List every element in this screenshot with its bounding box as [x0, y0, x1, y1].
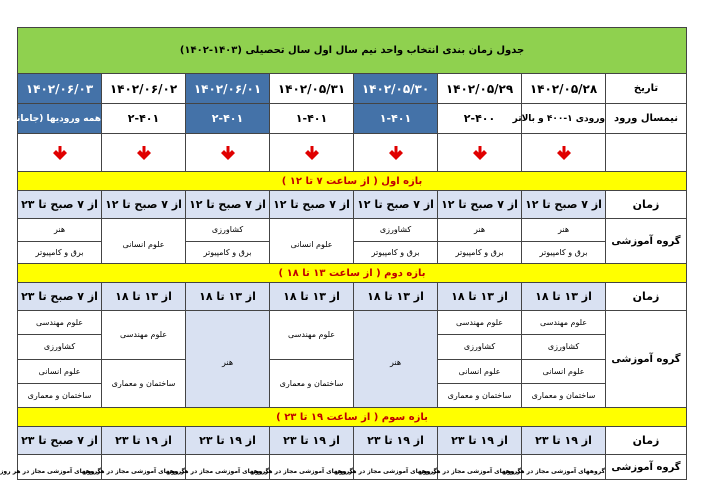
- group-item: گروههای آموزشی مجاز در هر روز: [251, 467, 354, 475]
- arrow-row: [18, 134, 687, 172]
- cohort-cell: ۲-۴۰۰: [438, 104, 522, 134]
- time-cell: از ۱۹ تا ۲۳: [354, 427, 438, 455]
- time-cell: از ۷ صبح تا ۱۲: [186, 191, 270, 219]
- arrow-down-icon: [220, 145, 236, 161]
- arrow-down-icon: [388, 145, 404, 161]
- group-item: گروههای آموزشی مجاز در هر روز: [167, 467, 270, 475]
- arrow-row-label: [606, 134, 687, 172]
- arrow-down-icon: [472, 145, 488, 161]
- group-cell: [438, 219, 522, 264]
- arrow-cell: [270, 134, 354, 172]
- group-label: گروه آموزشی: [606, 455, 687, 480]
- period-label: بازه دوم ( از ساعت ۱۳ تا ۱۸ ): [18, 264, 687, 283]
- group-list: [354, 219, 437, 263]
- group-item: هنر: [18, 219, 101, 242]
- period-banner-row: [18, 264, 687, 283]
- date-cell: ۱۴۰۲/۰۶/۰۳: [18, 74, 102, 104]
- time-cell: از ۱۳ تا ۱۸: [270, 283, 354, 311]
- time-cell: از ۷ صبح تا ۲۳: [18, 191, 102, 219]
- group-label: گروه آموزشی: [606, 219, 687, 264]
- period-banner-row: [18, 172, 687, 191]
- arrow-down-icon: [304, 145, 320, 161]
- group-cell: [354, 219, 438, 264]
- group-cell: [102, 219, 186, 264]
- time-cell: از ۱۹ تا ۲۳: [270, 427, 354, 455]
- time-cell: از ۱۳ تا ۱۸: [102, 283, 186, 311]
- time-cell: از ۱۹ تا ۲۳: [102, 427, 186, 455]
- cohort-row: [18, 104, 687, 134]
- arrow-cell: [102, 134, 186, 172]
- period-banner-row: [18, 408, 687, 427]
- time-cell: از ۱۳ تا ۱۸: [522, 283, 606, 311]
- group-item: هنر: [438, 219, 521, 242]
- date-cell: ۱۴۰۲/۰۵/۲۹: [438, 74, 522, 104]
- group-list: [438, 311, 521, 407]
- date-label: تاریخ: [606, 74, 687, 104]
- arrow-cell: [186, 134, 270, 172]
- group-item: برق و کامپیوتر: [371, 247, 420, 257]
- cohort-label: نیمسال ورود: [606, 104, 687, 134]
- time-cell: از ۷ صبح تا ۲۳: [18, 427, 102, 455]
- group-item: هنر: [389, 357, 402, 367]
- group-item: علوم مهندسی: [438, 311, 521, 335]
- group-item: برق و کامپیوتر: [455, 247, 504, 257]
- group-item: کشاورزی: [354, 219, 437, 242]
- group-cell: [270, 219, 354, 264]
- group-list: [522, 311, 605, 407]
- group-item: کشاورزی: [18, 335, 101, 359]
- schedule-table-wrapper: [0, 27, 686, 480]
- group-item: هنر: [522, 219, 605, 242]
- time-cell: از ۱۳ تا ۱۸: [354, 283, 438, 311]
- time-row: [18, 427, 687, 455]
- group-item: علوم انسانی: [18, 360, 101, 384]
- date-row: [18, 74, 687, 104]
- group-item: ساختمان و معماری: [531, 390, 596, 400]
- group-row: [18, 219, 687, 264]
- group-item: علوم انسانی: [522, 360, 605, 384]
- arrow-down-icon: [556, 145, 572, 161]
- time-cell: از ۱۹ تا ۲۳: [186, 427, 270, 455]
- group-item: ساختمان و معماری: [279, 378, 344, 388]
- cohort-cell: ۱-۴۰۱: [270, 104, 354, 134]
- time-row: [18, 283, 687, 311]
- group-label: گروه آموزشی: [606, 311, 687, 408]
- group-item: برق و کامپیوتر: [539, 247, 588, 257]
- group-item: علوم مهندسی: [522, 311, 605, 335]
- group-item: ساختمان و معماری: [447, 390, 512, 400]
- time-label: زمان: [606, 427, 687, 455]
- group-item: گروههای آموزشی مجاز در هر روز: [335, 467, 438, 475]
- cohort-cell: ۱-۴۰۱: [354, 104, 438, 134]
- group-cell: [186, 219, 270, 264]
- table-title: جدول زمان بندی انتخاب واحد نیم سال اول سال تحصیلی (۱۴۰۳-۱۴۰۲): [18, 28, 687, 74]
- group-item: علوم مهندسی: [270, 311, 353, 360]
- group-item: گروههای آموزشی مجاز در هر روز: [419, 467, 522, 475]
- group-item: گروههای آموزشی مجاز در هر روز: [0, 467, 102, 475]
- time-cell: از ۱۹ تا ۲۳: [438, 427, 522, 455]
- cohort-cell: همه ورودیها (جامانده): [18, 104, 102, 134]
- arrow-down-icon: [52, 145, 68, 161]
- arrow-down-icon: [136, 145, 152, 161]
- group-list: [18, 219, 101, 263]
- group-item: علوم انسانی: [122, 239, 165, 249]
- group-cell: [186, 311, 270, 408]
- group-item: برق و کامپیوتر: [203, 247, 252, 257]
- group-item: ساختمان و معماری: [27, 390, 92, 400]
- cohort-cell: ۲-۴۰۱: [186, 104, 270, 134]
- time-cell: از ۷ صبح تا ۱۲: [522, 191, 606, 219]
- group-item: علوم مهندسی: [102, 311, 185, 360]
- schedule-table: [0, 27, 687, 480]
- period-label: بازه سوم ( از ساعت ۱۹ تا ۲۳ ): [18, 408, 687, 427]
- period-label: بازه اول ( از ساعت ۷ تا ۱۲ ): [18, 172, 687, 191]
- group-list: [186, 219, 269, 263]
- group-list: [438, 219, 521, 263]
- group-item: علوم مهندسی: [18, 311, 101, 335]
- group-row: [18, 455, 687, 480]
- group-item: کشاورزی: [522, 335, 605, 359]
- group-cell: [522, 219, 606, 264]
- cohort-cell: ۲-۴۰۱: [102, 104, 186, 134]
- group-item: برق و کامپیوتر: [35, 247, 84, 257]
- group-list: [522, 219, 605, 263]
- group-row: [18, 311, 687, 408]
- group-cell: [270, 311, 354, 408]
- group-item: علوم انسانی: [438, 360, 521, 384]
- date-cell: ۱۴۰۲/۰۶/۰۱: [186, 74, 270, 104]
- date-cell: ۱۴۰۲/۰۵/۳۰: [354, 74, 438, 104]
- group-cell: [438, 311, 522, 408]
- time-cell: از ۷ صبح تا ۱۲: [270, 191, 354, 219]
- group-item: گروههای آموزشی مجاز در هر روز: [503, 467, 606, 475]
- time-cell: از ۷ صبح تا ۱۲: [354, 191, 438, 219]
- date-cell: ۱۴۰۲/۰۵/۲۸: [522, 74, 606, 104]
- time-row: [18, 191, 687, 219]
- group-cell: [102, 311, 186, 408]
- group-item: گروههای آموزشی مجاز در هر روز: [83, 467, 186, 475]
- time-label: زمان: [606, 191, 687, 219]
- group-cell: [503, 455, 606, 480]
- group-item: ساختمان و معماری: [111, 378, 176, 388]
- group-item: کشاورزی: [438, 335, 521, 359]
- group-cell: [18, 219, 102, 264]
- cohort-cell: ورودی ۱-۴۰۰ و بالاتر: [522, 104, 606, 134]
- group-list: [270, 311, 353, 407]
- time-cell: از ۱۹ تا ۲۳: [522, 427, 606, 455]
- arrow-cell: [18, 134, 102, 172]
- time-cell: از ۱۳ تا ۱۸: [438, 283, 522, 311]
- group-list: [102, 311, 185, 407]
- arrow-cell: [354, 134, 438, 172]
- group-list: [18, 311, 101, 407]
- group-item: علوم انسانی: [290, 239, 333, 249]
- group-item: هنر: [221, 357, 234, 367]
- arrow-cell: [438, 134, 522, 172]
- time-label: زمان: [606, 283, 687, 311]
- date-cell: ۱۴۰۲/۰۵/۳۱: [270, 74, 354, 104]
- group-cell: [18, 311, 102, 408]
- group-cell: [354, 311, 438, 408]
- date-cell: ۱۴۰۲/۰۶/۰۲: [102, 74, 186, 104]
- time-cell: از ۷ صبح تا ۲۳: [18, 283, 102, 311]
- time-cell: از ۷ صبح تا ۱۲: [102, 191, 186, 219]
- time-cell: از ۱۳ تا ۱۸: [186, 283, 270, 311]
- arrow-cell: [522, 134, 606, 172]
- time-cell: از ۷ صبح تا ۱۲: [438, 191, 522, 219]
- group-item: کشاورزی: [186, 219, 269, 242]
- group-cell: [522, 311, 606, 408]
